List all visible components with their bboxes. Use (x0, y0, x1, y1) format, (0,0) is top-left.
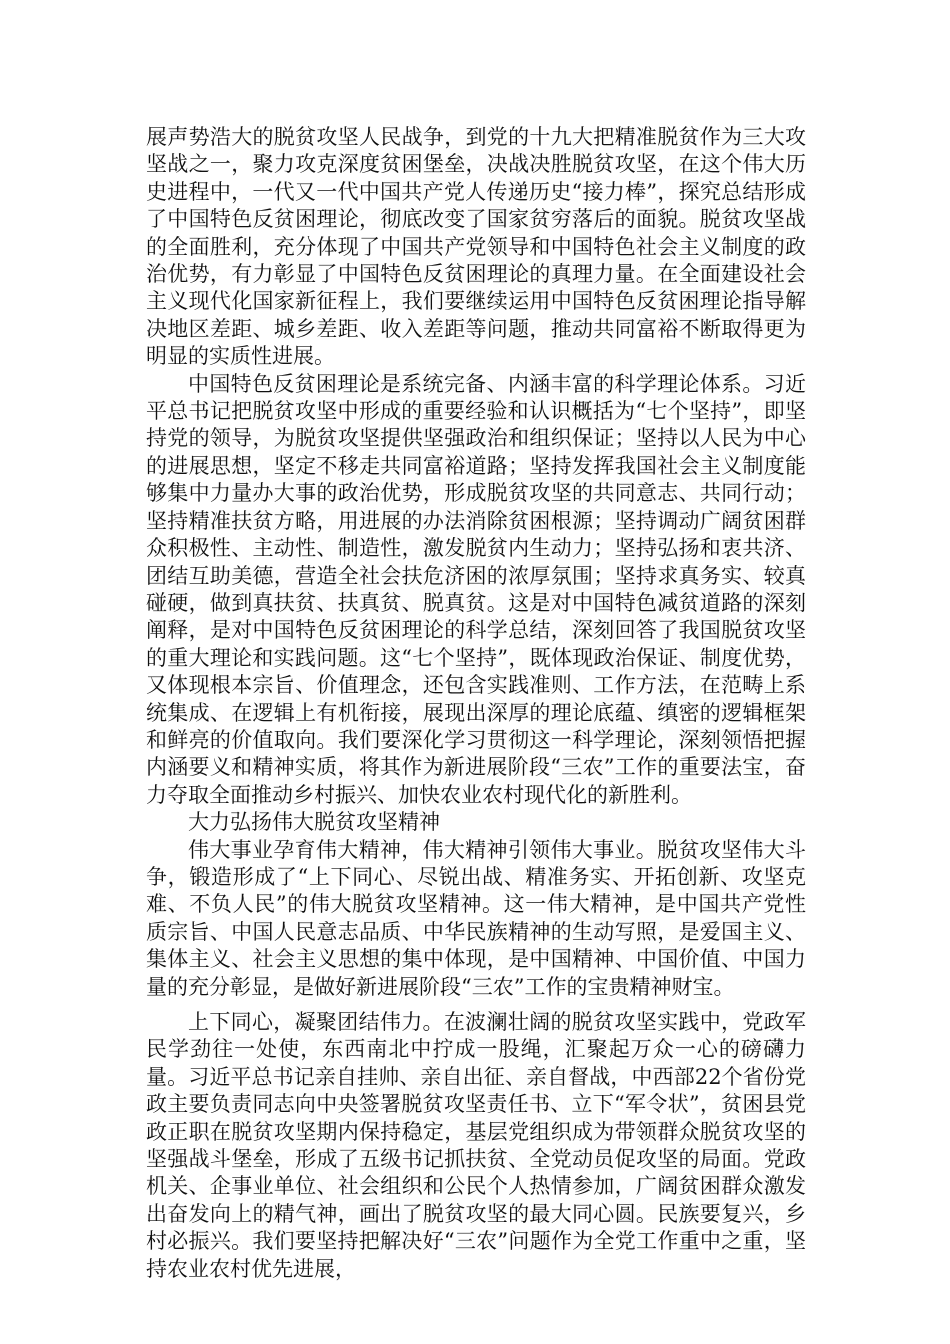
section-heading: 大力弘扬伟大脱贫攻坚精神 (188, 810, 440, 835)
paragraph-spirit: 伟大事业孕育伟大精神，伟大精神引领伟大事业。脱贫攻坚伟大斗争，锻造形成了“上下同心、尽锐出战、精准务实、开拓创新、攻坚克难、不负人民”的伟大脱贫攻坚精神。这一伟大精神，是中国共产党性质宗旨、中国人民意志品质、中华民族精神的生动写照，是爱国主义、集体主义、社会主义思想的集中体现，是中国精神、中国价值、中国力量的充分彰显，是做好新进展阶段“三农”工作的宝贵精神财宝。 (146, 837, 806, 999)
paragraph-theory-system: 中国特色反贫困理论是系统完备、内涵丰富的科学理论体系。习近平总书记把脱贫攻坚中形成的重要经验和认识概括为“七个坚持”，即坚持党的领导，为脱贫攻坚提供坚强政治和组织保证；坚持以人民为中心的进展思想，坚定不移走共同富裕道路；坚持发挥我国社会主义制度能够集中力量办大事的政治优势，形成脱贫攻坚的共同意志、共同行动；坚持精准扶贫方略，用进展的办法消除贫困根源；坚持调动广阔贫困群众积极性、主动性、制造性，激发脱贫内生动力；坚持弘扬和衷共济、团结互助美德，营造全社会扶危济困的浓厚氛围；坚持求真务实、较真碰硬，做到真扶贫、扶真贫、脱真贫。这是对中国特色减贫道路的深刻阐释，是对中国特色反贫困理论的科学总结，深刻回答了我国脱贫攻坚的重大理论和实践问题。这“七个坚持”，既体现政治保证、制度优势，又体现根本宗旨、价值理念，还包含实践准则、工作方法，在范畴上系统集成、在逻辑上有机衔接，展现出深厚的理论底蕴、缜密的逻辑框架和鲜亮的价值取向。我们要深化学习贯彻这一科学理论，深刻领悟把握内涵要义和精神实质，将其作为新进展阶段“三农”工作的重要法宝，奋力夺取全面推动乡村振兴、加快农业农村现代化的新胜利。 (146, 371, 806, 807)
document-body (146, 124, 806, 1283)
paragraph-continuation: 展声势浩大的脱贫攻坚人民战争，到党的十九大把精准脱贫作为三大攻坚战之一，聚力攻克深度贫困堡垒，决战决胜脱贫攻坚，在这个伟大历史进程中，一代又一代中国共产党人传递历史“接力棒”，探究总结形成了中国特色反贫困理论，彻底改变了国家贫穷落后的面貌。脱贫攻坚战的全面胜利，充分体现了中国共产党领导和中国特色社会主义制度的政治优势，有力彰显了中国特色反贫困理论的真理力量。在全面建设社会主义现代化国家新征程上，我们要继续运用中国特色反贫困理论指导解决地区差距、城乡差距、收入差距等问题，推动共同富裕不断取得更为明显的实质性进展。 (146, 125, 806, 369)
paragraph-unity: 上下同心，凝聚团结伟力。在波澜壮阔的脱贫攻坚实践中，党政军民学劲往一处使，东西南北中拧成一股绳，汇聚起万众一心的磅礴力量。习近平总书记亲自挂帅、亲自出征、亲自督战，中西部22个省份党政主要负责同志向中央签署脱贫攻坚责任书、立下“军令状”，贫困县党政正职在脱贫攻坚期内保持稳定，基层党组织成为带领群众脱贫攻坚的坚强战斗堡垒，形成了五级书记抓扶贫、全党动员促攻坚的局面。党政机关、企事业单位、社会组织和公民个人热情参加，广阔贫困群众激发出奋发向上的精气神，画出了脱贫攻坚的最大同心圆。民族要复兴，乡村必振兴。我们要坚持把解决好“三农”问题作为全党工作重中之重，坚持农业农村优先进展， (146, 1010, 806, 1281)
